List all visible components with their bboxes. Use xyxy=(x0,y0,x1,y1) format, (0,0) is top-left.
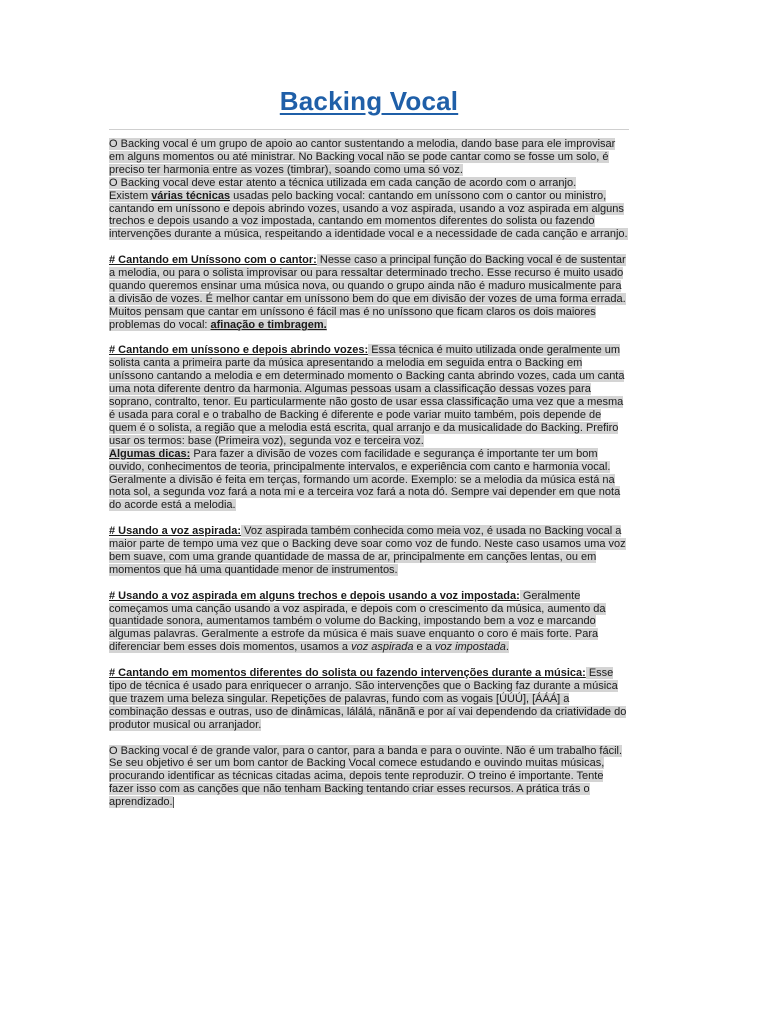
document-page xyxy=(109,84,629,809)
paragraph-gap xyxy=(109,732,629,745)
document-body xyxy=(109,138,629,809)
intro-text-1: O Backing vocal é um grupo de apoio ao cantor sustentando a melodia, dando base para ele improvisar em alguns momentos ou até ministrar. No Backing vocal não se pode cantar como se fosse um solo, é preciso ter harmonia entre as vozes (timbrar), soando como uma só voz. xyxy=(109,138,616,176)
section-aspirated-impostada-end: . xyxy=(505,641,509,654)
section-unison-text: Nesse caso a principal função do Backing vocal é de sustentar a melodia, ou para o solista improvisar ou para ressaltar determinado trecho. Esse recurso é muito usado quando queremos ensinar uma música nova, ou quando o grupo ainda não é maduro musicalmente para a divisão de vozes. É melhor cantar em uníssono bem do que em divisão der vozes de uma forma errada. Muitos pensam que cantar em uníssono é fácil mas é no uníssono que ficam claros os dois maiores problemas do vocal: xyxy=(109,254,626,331)
aspirated-voice-term: voz aspirada xyxy=(351,641,414,654)
intro-text-3c: usadas pelo backing vocal: cantando em uníssono com o cantor ou ministro, cantando em uníssono e depois abrindo vozes, usando a voz aspirada, usando a voz aspirada em alguns trechos e depois usando a voz impostada, cantando em momentos diferentes do solista ou fazendo intervenções durante a música, respeitando a identidade vocal e a necessidade de cada canção e arranjo. xyxy=(109,189,628,241)
paragraph-gap xyxy=(109,332,629,345)
paragraph-gap xyxy=(109,241,629,254)
section-aspirated xyxy=(109,525,629,577)
intro-text-3a: Existem xyxy=(109,189,152,202)
section-aspirated-heading: # Usando a voz aspirada: xyxy=(109,525,242,538)
paragraph-gap xyxy=(109,654,629,667)
section-aspirated-text: Voz aspirada também conhecida como meia voz, é usada no Backing vocal a maior parte de tempo uma vez que o Backing deve soar como voz de fundo. Neste caso usamos uma voz bem suave, com uma grande quantidade de massa de ar, principalmente em canções lentas, ou em momentos que há uma quantidade menor de instrumentos. xyxy=(109,525,626,576)
paragraph-gap xyxy=(109,577,629,590)
section-interventions-text: Esse tipo de técnica é usado para enriquecer o arranjo. São intervenções que o Backing faz durante a música que trazem uma beleza singular. Repetições de palavras, fundo com as vogais [ÚÚÚ], [ÁÁÁ] a combinação dessas e outras, uso de dinâmicas, lálálá, nãnãnã e por aí vai dependendo da criatividade do produtor musical ou arranjador. xyxy=(109,667,627,731)
section-unison xyxy=(109,254,629,331)
section-unison-emphasis: afinação e timbragem. xyxy=(210,318,327,331)
section-unison-opening-text: Essa técnica é muito utilizada onde geralmente um solista canta a primeira parte da música apresentando a melodia em seguida entra o Backing em uníssono cantando a melodia e em determinado momento o Backing canta abrindo vozes, cada um canta uma nota diferente dentro da harmonia. Algumas pessoas usam a classificação dessas vozes para soprano, contralto, tenor. Eu particularmente não gosto de usar essa classificação uma vez que a mesma é usada para coral e o trabalho de Backing é diferente e pode variar muito também, pois depende de quem é o solista, a região que a melodia está escrita, qual arranjo e da musicalidade do Backing. Prefiro usar os termos: base (Primeira voz), segunda voz e terceira voz. xyxy=(109,344,625,447)
section-unison-opening-heading: # Cantando em uníssono e depois abrindo vozes: xyxy=(109,344,369,357)
paragraph-gap xyxy=(109,512,629,525)
section-aspirated-impostada-heading: # Usando a voz aspirada em alguns trechos e depois usando a voz impostada: xyxy=(109,589,520,602)
impostada-voice-term: voz impostada xyxy=(434,641,506,654)
title-divider xyxy=(109,129,629,130)
section-interventions xyxy=(109,667,629,732)
closing-text: O Backing vocal é de grande valor, para o cantor, para a banda e para o ouvinte. Não é um trabalho fácil. Se seu objetivo é ser um bom cantor de Backing Vocal comece estudando e ouvindo muitas músicas, procurando identificar as técnicas citadas acima, depois tente reproduzir. O treino é importante. Tente fazer isso com as canções que não tenham Backing tentando criar esses recursos. A prática trás o aprendizado. xyxy=(109,744,623,809)
tips-text: Para fazer a divisão de vozes com facilidade e segurança é importante ter um bom ouvido, conhecimentos de teoria, principalmente intervalos, e experiência com canto e harmonia vocal. Geralmente a divisão é feita em terças, formando um acorde. Exemplo: se a melodia da música está na nota sol, a segunda voz fará a nota mi e a terceira voz fará a nota dó. Sempre vai depender em que nota do acorde está a melodia. xyxy=(109,447,621,512)
intro-paragraph xyxy=(109,138,629,241)
section-interventions-heading: # Cantando em momentos diferentes do solista ou fazendo intervenções durante a música: xyxy=(109,667,586,680)
term-connector: e a xyxy=(413,641,435,654)
section-aspirated-impostada-text: Geralmente começamos uma canção usando a voz aspirada, e depois com o crescimento da música, aumento da quantidade sonora, aumentamos também o volume do Backing, impostando bem a voz e marcando algumas palavras. Geralmente a estrofe da música é mais suave enquanto o coro é mais forte. Para diferenciar bem esses dois momentos, usamos a xyxy=(109,589,606,654)
section-unison-opening xyxy=(109,344,629,512)
text-cursor-mark xyxy=(173,797,174,808)
section-aspirated-impostada xyxy=(109,590,629,655)
intro-text-2: O Backing vocal deve estar atento a técnica utilizada em cada canção de acordo com o arranjo. xyxy=(109,176,577,189)
closing-paragraph xyxy=(109,745,629,810)
various-techniques-link: várias técnicas xyxy=(151,189,231,202)
document-title: Backing Vocal xyxy=(279,86,459,116)
tips-label: Algumas dicas: xyxy=(109,447,191,460)
section-unison-heading: # Cantando em Uníssono com o cantor: xyxy=(109,254,317,267)
